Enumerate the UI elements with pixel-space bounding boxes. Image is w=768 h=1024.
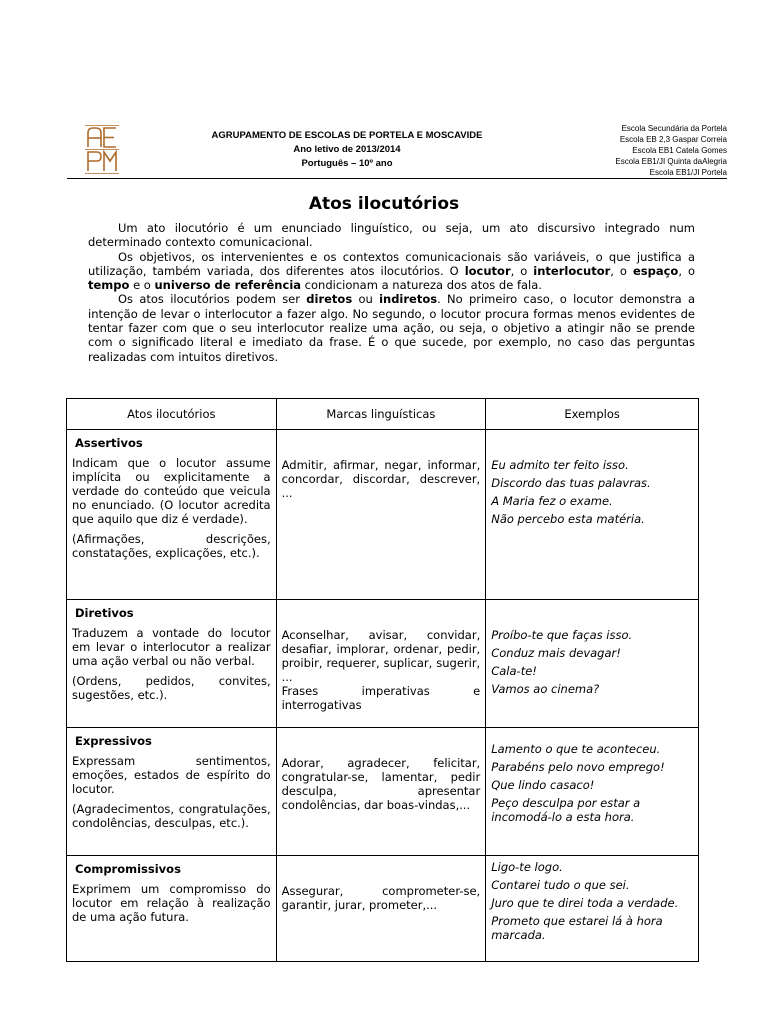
example-item: Prometo que estarei lá à hora marcada. — [491, 914, 663, 942]
linguistic-marks-extra: Frases imperativas e interrogativas — [281, 684, 481, 712]
school-item: Escola Secundária da Portela — [621, 124, 727, 133]
act-category: Expressivos — [75, 734, 152, 748]
intro-paragraph-2: Os objetivos, os intervenientes e os contextos comunicacionais são variáveis, o que justifica a utilização, também variada, dos diferentes atos ilocutórios. O locutor, o interlocutor, o espaço, o tempo e o universo de referência condicionam a natureza dos atos de fala. — [88, 249, 695, 293]
act-cell — [67, 856, 277, 962]
school-item: Escola EB 2,3 Gaspar Correia — [619, 135, 727, 144]
example-item: Lamento o que te aconteceu. — [491, 742, 661, 756]
example-item: Que lindo casaco! — [491, 778, 595, 792]
act-cell — [67, 430, 277, 600]
act-category: Assertivos — [75, 436, 143, 450]
table-row — [67, 600, 699, 728]
act-description: Indicam que o locutor assume implícita ou explicitamente a verdade do conteúdo que veicula no enunciado. (O locutor acredita que aquilo que diz é verdade). — [72, 456, 271, 526]
examples-cell — [486, 600, 699, 728]
act-description: Traduzem a vontade do locutor em levar o interlocutor a realizar uma ação verbal ou não verbal. — [72, 626, 271, 668]
example-item: Juro que te direi toda a verdade. — [491, 896, 679, 910]
intro-text — [88, 221, 695, 364]
example-item: Não percebo esta matéria. — [491, 512, 645, 526]
linguistic-marks: Assegurar, comprometer-se, garantir, jurar, prometer,... — [281, 884, 481, 912]
intro-paragraph-3: Os atos ilocutórios podem ser diretos ou indiretos. No primeiro caso, o locutor demonstra a intenção de levar o interlocutor a fazer algo. No segundo, o locutor procura formas menos evidentes de tentar fazer com que o seu interlocutor realize uma ação, ou seja, o objetivo a atingir não se prende com o significado literal e imediato da frase. É o que sucede, por exemplo, no caso das perguntas realizadas com intuitos diretivos. — [88, 292, 695, 364]
subject: Português – 10º ano — [301, 158, 393, 169]
table-row — [67, 430, 699, 600]
school-item: Escola EB1/JI Portela — [649, 168, 727, 177]
marks-cell — [276, 600, 486, 728]
school-item: Escola EB1 Catela Gomes — [632, 146, 727, 155]
examples-cell — [486, 728, 699, 856]
header-marks: Marcas linguísticas — [276, 399, 486, 430]
examples-list — [491, 458, 693, 526]
linguistic-marks: Adorar, agradecer, felicitar, congratular-se, lamentar, pedir desculpa, apresentar condolências, dar boas-vindas,... — [281, 756, 481, 812]
example-item: Eu admito ter feito isso. — [491, 458, 629, 472]
intro-paragraph-1: Um ato ilocutório é um enunciado linguístico, ou seja, um ato discursivo integrado num determinado contexto comunicacional. — [88, 221, 695, 250]
example-item: Vamos ao cinema? — [491, 682, 600, 696]
examples-list — [491, 742, 693, 824]
example-item: Discordo das tuas palavras. — [491, 476, 651, 490]
linguistic-marks: Admitir, afirmar, negar, informar, concordar, discordar, descrever, ... — [281, 458, 481, 500]
example-item: Ligo-te logo. — [491, 860, 563, 874]
act-examples-note: (Agradecimentos, congratulações, condolências, desculpas, etc.). — [72, 802, 271, 830]
examples-list — [491, 628, 693, 696]
act-cell — [67, 600, 277, 728]
example-item: Conduz mais devagar! — [491, 646, 621, 660]
table-header-row — [67, 399, 699, 430]
example-item: Contarei tudo o que sei. — [491, 878, 630, 892]
example-item: Parabéns pelo novo emprego! — [491, 760, 665, 774]
example-item: A Maria fez o exame. — [491, 494, 613, 508]
org-name: AGRUPAMENTO DE ESCOLAS DE PORTELA E MOSCAVIDE — [211, 130, 483, 141]
page-title: Atos ilocutórios — [308, 194, 460, 214]
header-acts: Atos ilocutórios — [67, 399, 277, 430]
examples-list — [491, 860, 693, 942]
example-item: Proíbo-te que faças isso. — [491, 628, 633, 642]
table-row — [67, 728, 699, 856]
linguistic-marks: Aconselhar, avisar, convidar, desafiar, implorar, ordenar, pedir, proibir, requerer, suplicar, sugerir, ... — [281, 628, 481, 684]
speech-acts-table — [66, 398, 699, 962]
act-examples-note: (Afirmações, descrições, constatações, explicações, etc.). — [72, 532, 271, 560]
act-examples-note: (Ordens, pedidos, convites, sugestões, etc.). — [72, 674, 271, 702]
example-item: Peço desculpa por estar a incomodá-lo a esta hora. — [491, 796, 641, 824]
school-list — [547, 123, 727, 178]
marks-cell — [276, 430, 486, 600]
document-header — [67, 123, 727, 179]
act-description: Expressam sentimentos, emoções, estados de espírito do locutor. — [72, 754, 271, 796]
school-logo — [85, 125, 119, 175]
act-cell — [67, 728, 277, 856]
act-category: Compromissivos — [75, 862, 181, 876]
school-item: Escola EB1/JI Quinta daAlegria — [615, 157, 727, 166]
marks-cell — [276, 856, 486, 962]
marks-cell — [276, 728, 486, 856]
examples-cell — [486, 856, 699, 962]
act-description: Exprimem um compromisso do locutor em relação à realização de uma ação futura. — [72, 882, 271, 924]
example-item: Cala-te! — [491, 664, 537, 678]
table-row — [67, 856, 699, 962]
header-center — [167, 129, 527, 171]
header-examples: Exemplos — [486, 399, 699, 430]
act-category: Diretivos — [75, 606, 134, 620]
examples-cell — [486, 430, 699, 600]
school-year: Ano letivo de 2013/2014 — [293, 144, 401, 155]
